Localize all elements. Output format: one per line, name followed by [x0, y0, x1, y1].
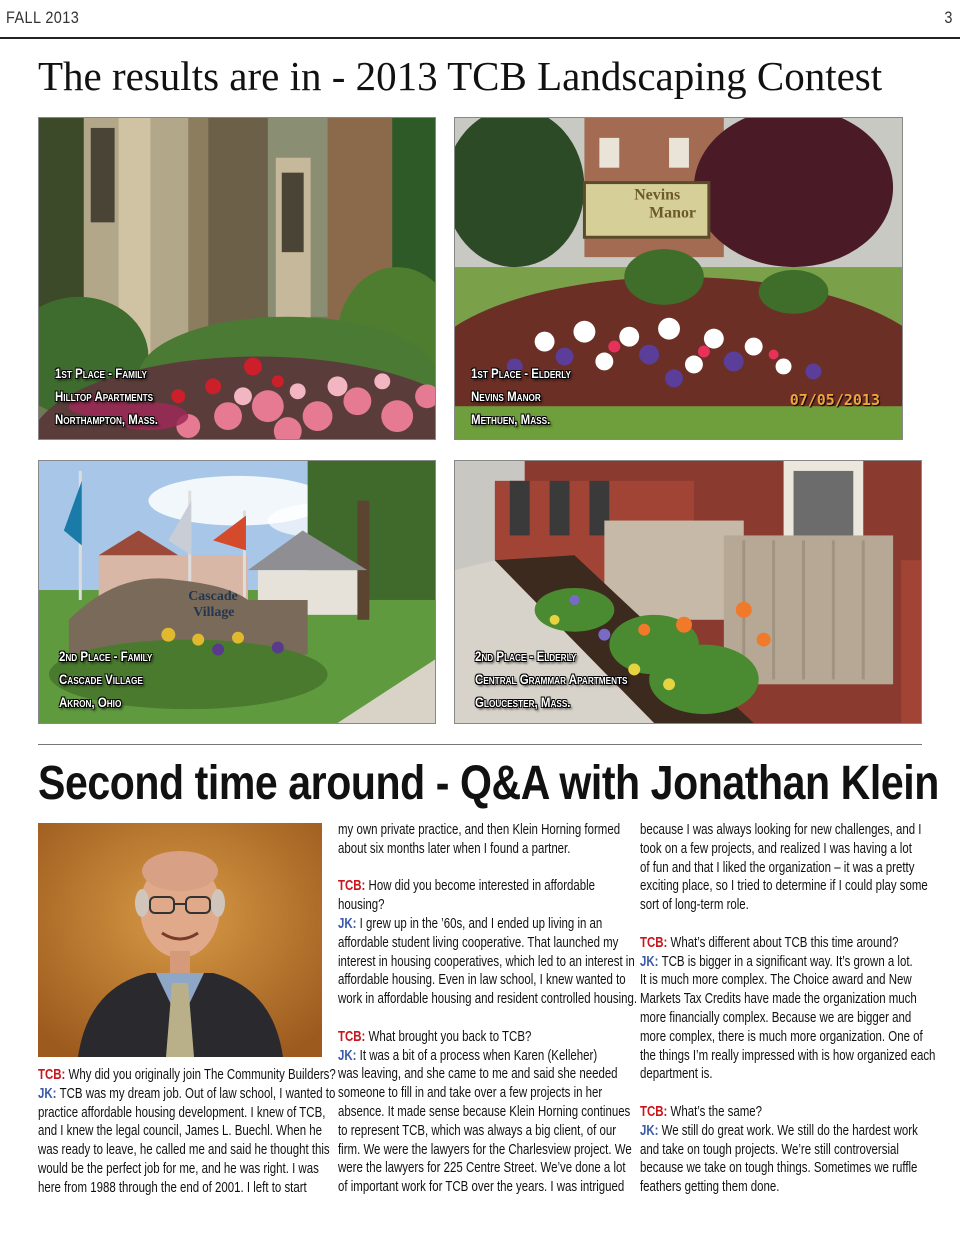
photo-nevins-caption — [471, 362, 571, 431]
contest-title: The results are in - 2013 TCB Landscaping Contest — [38, 53, 883, 99]
caption-property: Cascade Village — [59, 671, 143, 687]
article-text: was leaving, and she came to me and said she needed — [338, 1066, 618, 1083]
portrait-image — [38, 823, 322, 1057]
article-line — [338, 1178, 625, 1197]
article-line — [640, 1047, 936, 1066]
caption-placement: 2nd Place - Family — [59, 648, 153, 664]
article-line — [38, 1122, 322, 1141]
article-line — [338, 896, 567, 915]
speaker-tcb: TCB: — [338, 878, 369, 895]
article-line — [640, 1159, 918, 1178]
caption-location: Gloucester, Mass. — [475, 694, 571, 710]
article-column-2 — [338, 821, 638, 1197]
caption-placement: 2nd Place - Elderly — [475, 648, 577, 664]
article-line — [640, 1028, 923, 1047]
photo-central-grammar-caption — [475, 645, 627, 714]
article-line — [640, 1141, 899, 1160]
article-line — [38, 1179, 307, 1198]
article-text: It was a bit of a process when Karen (Kelleher) — [359, 1047, 598, 1064]
paragraph-gap — [640, 1084, 930, 1103]
speaker-tcb: TCB: — [640, 1103, 671, 1120]
photo-nevins-manor — [454, 117, 903, 440]
article-text: feathers getting them done. — [640, 1179, 780, 1196]
article-text: Why did you originally join The Community Builders? — [68, 1067, 336, 1083]
article-text: would be the perfect job for me, and he was right. I was — [38, 1160, 319, 1177]
article-line — [640, 896, 869, 915]
article-line — [338, 915, 603, 934]
article-text: of fun and that I liked the organization – it was a pretty — [640, 859, 915, 876]
page-number: 3 — [943, 8, 952, 27]
nevins-sign-line-1: Nevins — [634, 186, 681, 204]
article-text: How did you become interested in affordable — [368, 878, 596, 895]
article-title: Second time around - Q&A with Jonathan Klein — [38, 757, 939, 810]
cascade-sign-line-2: Village — [193, 604, 235, 620]
article-text: department is. — [640, 1066, 713, 1083]
caption-placement: 1st Place - Family — [55, 365, 148, 381]
paragraph-gap — [338, 1009, 628, 1028]
article-line — [338, 1141, 632, 1160]
article-line — [640, 1178, 869, 1197]
caption-property: Nevins Manor — [471, 388, 541, 404]
article-text: of important work for TCB over the years. I was intrigued — [338, 1179, 625, 1196]
speaker-jk: JK: — [338, 1047, 360, 1064]
article-line — [38, 1085, 336, 1104]
speaker-jk: JK: — [640, 953, 662, 970]
article-text: took on a few projects, and realized I was having a lot — [640, 840, 912, 857]
article-text: We still do great work. We still do the hardest work — [661, 1122, 918, 1139]
article-text: because I was always looking for new challenges, and I — [640, 822, 922, 838]
article-line — [640, 1065, 869, 1084]
article-line — [338, 1103, 631, 1122]
photo-datestamp: 07/05/2013 — [789, 391, 880, 409]
article-text: were the lawyers for 225 Centre Street. We’ve done a lot — [338, 1160, 626, 1177]
article-text: about six months later when I found a partner. — [338, 840, 571, 857]
article-text: was ready to leave, he called me and said he thought this — [38, 1142, 330, 1159]
article-text: interest in housing cooperatives, which led to an interest in — [338, 953, 635, 970]
article-line — [38, 1141, 330, 1160]
article-text: and take on tough projects. We’re still controversial — [640, 1141, 899, 1158]
speaker-tcb: TCB: — [38, 1067, 69, 1083]
article-text: the things I’m really impressed with is how organized each — [640, 1047, 936, 1064]
issue-label: FALL 2013 — [6, 8, 80, 27]
article-text: work in affordable housing and resident controlled housing. — [338, 991, 638, 1008]
article-line — [640, 953, 913, 972]
article-text: housing? — [338, 897, 385, 914]
caption-location: Akron, Ohio — [59, 694, 122, 710]
section-divider — [38, 744, 922, 745]
article-text: sort of long-term role. — [640, 897, 749, 914]
article-line — [338, 953, 635, 972]
header-rule — [0, 37, 960, 39]
article-line — [338, 1084, 603, 1103]
article-line — [640, 877, 928, 896]
article-text: to represent TCB, which was always a big client, of our — [338, 1122, 617, 1139]
article-text: absence. It made sense because Klein Horning continues — [338, 1103, 631, 1120]
article-line — [338, 877, 596, 896]
speaker-tcb: TCB: — [640, 934, 671, 951]
article-line — [640, 1103, 869, 1122]
article-line — [640, 971, 912, 990]
article-column-3 — [640, 821, 936, 1197]
article-line — [640, 1122, 918, 1141]
caption-location: Northampton, Mass. — [55, 411, 158, 427]
article-line — [338, 1047, 598, 1066]
speaker-jk: JK: — [38, 1085, 60, 1102]
article-line — [640, 859, 915, 878]
article-line — [640, 840, 912, 859]
article-line — [38, 1160, 319, 1179]
article-line — [338, 971, 626, 990]
article-line — [338, 990, 638, 1009]
caption-location: Methuen, Mass. — [471, 411, 551, 427]
article-text: What’s the same? — [670, 1103, 763, 1120]
article-text: more financially complex. Because we are bigger and — [640, 1009, 912, 1026]
paragraph-gap — [640, 915, 930, 934]
speaker-jk: JK: — [640, 1122, 662, 1139]
article-line — [338, 1122, 617, 1141]
caption-placement: 1st Place - Elderly — [471, 365, 571, 381]
article-line — [640, 990, 917, 1009]
article-text: my own private practice, and then Klein Horning formed — [338, 822, 621, 838]
paragraph-gap — [338, 859, 628, 878]
photo-hilltop-caption — [55, 362, 158, 431]
article-line — [338, 1028, 567, 1047]
article-line — [640, 821, 922, 840]
article-line — [640, 1009, 912, 1028]
article-text: because we take on tough things. Sometimes we ruffle — [640, 1160, 918, 1177]
article-line — [338, 1065, 618, 1084]
nevins-sign-line-2: Manor — [649, 204, 697, 222]
page-header — [0, 0, 960, 40]
article-text: What brought you back to TCB? — [368, 1028, 532, 1045]
article-line — [38, 1066, 336, 1085]
photo-cascade-caption — [59, 645, 152, 714]
photo-central-grammar — [454, 460, 922, 724]
article-text: I grew up in the ’60s, and I ended up living in an — [359, 915, 603, 932]
article-text: practice affordable housing development. I knew of TCB, — [38, 1104, 326, 1121]
article-text: affordable housing. Even in law school, I knew wanted to — [338, 972, 626, 989]
caption-property: Hilltop Apartments — [55, 388, 154, 404]
article-text: affordable student living cooperative. That launched my — [338, 934, 619, 951]
article-line — [38, 1104, 326, 1123]
article-text: and I knew the legal council, James L. Buechl. When he — [38, 1123, 322, 1140]
article-text: firm. We were the lawyers for the Charlesview project. We — [338, 1141, 632, 1158]
article-line — [640, 934, 899, 953]
article-text: TCB was my dream job. Out of law school, I wanted to — [59, 1085, 336, 1102]
article-text: someone to fill in and take over a few projects in her — [338, 1085, 603, 1102]
article-line — [338, 934, 619, 953]
article-text: here from 1988 through the end of 2001. I left to start — [38, 1179, 307, 1196]
article-line — [338, 840, 571, 859]
photo-hilltop-apartments — [38, 117, 436, 440]
article-column-1 — [38, 1066, 336, 1198]
caption-property: Central Grammar Apartments — [475, 671, 628, 687]
article-text: exciting place, so I tried to determine if I could play some — [640, 878, 928, 895]
article-text: TCB is bigger in a significant way. It’s grown a lot. — [661, 953, 913, 970]
portrait-jonathan-klein — [38, 823, 322, 1057]
article-text: Markets Tax Credits have made the organization much — [640, 991, 917, 1008]
article-text: more complex, there is much more organization. One of — [640, 1028, 923, 1045]
article-text: What’s different about TCB this time around? — [670, 934, 899, 951]
article-line — [338, 821, 621, 840]
speaker-jk: JK: — [338, 915, 360, 932]
article-text: It is much more complex. The Choice award and New — [640, 972, 912, 989]
photo-cascade-village — [38, 460, 436, 724]
article-line — [338, 1159, 626, 1178]
speaker-tcb: TCB: — [338, 1028, 369, 1045]
cascade-sign-line-1: Cascade — [188, 588, 238, 604]
